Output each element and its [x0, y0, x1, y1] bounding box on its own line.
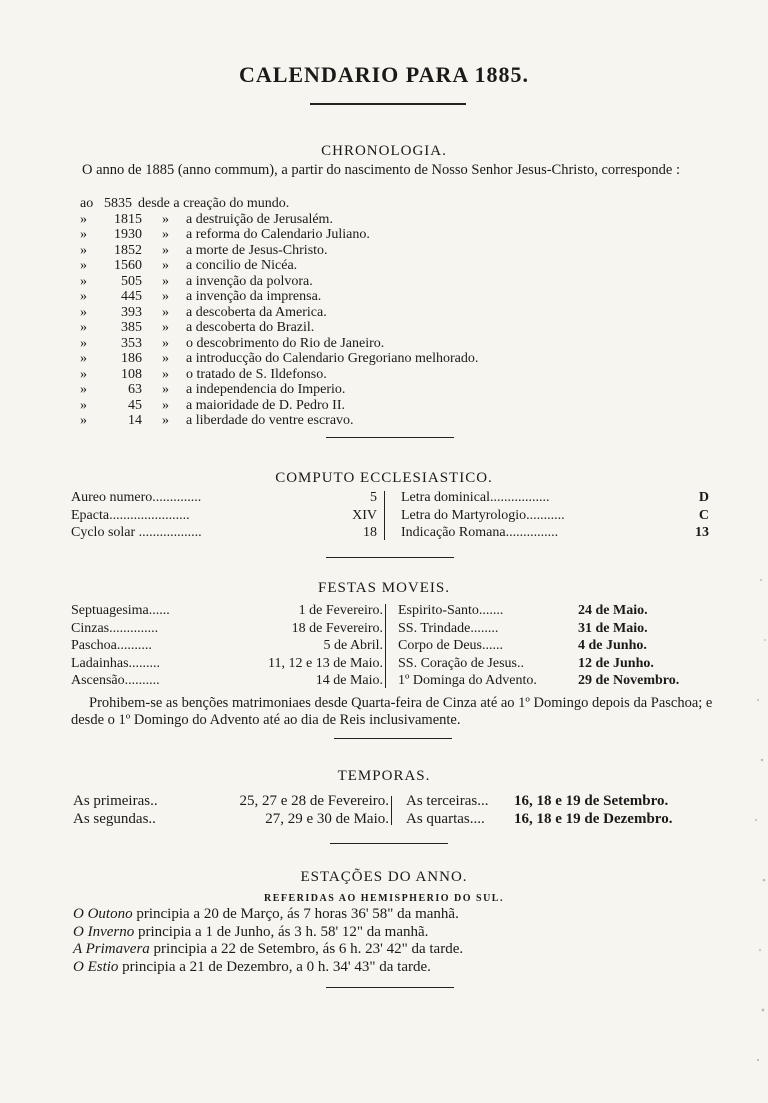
computo-row: Letra do Martyrologio........... C — [401, 507, 709, 523]
computo-heading: COMPUTO ECCLESIASTICO. — [275, 470, 493, 486]
chronology-row: » 505 » a invenção da polvora. — [80, 273, 313, 289]
tempora-row: As quartas.... 16, 18 e 19 de Dezembro. — [406, 810, 673, 827]
chronology-row: » 108 » o tratado de S. Ildefonso. — [80, 366, 327, 382]
festa-row: Ascensão.......... 14 de Maio. — [71, 673, 383, 688]
festas-table — [71, 602, 728, 690]
chronology-row: » 1852 » a morte de Jesus-Christo. — [80, 242, 328, 258]
festa-row: SS. Trindade........ 31 de Maio. — [398, 620, 648, 636]
chronology-row: » 393 » a descoberta da America. — [80, 304, 327, 320]
estacoes-rule — [326, 987, 454, 988]
computo-row: Cyclo solar .................. 18 — [71, 525, 377, 540]
computo-row: Epacta....................... XIV — [71, 507, 377, 523]
computo-row: Indicação Romana............... 13 — [401, 525, 709, 540]
chronology-row: » 186 » a introducção do Calendario Gregoriano melhorado. — [80, 351, 479, 366]
tempora-row: As terceiras... 16, 18 e 19 de Setembro. — [406, 793, 669, 809]
tempora-row: As primeiras.. 25, 27 e 28 de Fevereiro. — [73, 793, 389, 809]
festas-heading: FESTAS MOVEIS. — [318, 580, 450, 596]
temporas-table — [73, 793, 736, 828]
estacoes-subheading: REFERIDAS AO HEMISPHERIO DO SUL. — [264, 893, 504, 904]
estacao-row: O Inverno principia a 1 de Junho, ás 3 h. 58' 12" da manhã. — [73, 923, 429, 940]
chronology-row-first: ao 5835 desde a creação do mundo. — [80, 196, 290, 211]
festas-rule — [334, 738, 452, 739]
temporas-rule — [330, 843, 448, 844]
festa-row: Ladainhas......... 11, 12 e 13 de Maio. — [71, 655, 383, 671]
festa-row: Cinzas.............. 18 de Fevereiro. — [71, 620, 383, 636]
festa-row: SS. Coração de Jesus.. 12 de Junho. — [398, 655, 654, 671]
chronology-row: » 385 » a descoberta do Brazil. — [80, 320, 315, 335]
festa-row: Espirito-Santo....... 24 de Maio. — [398, 603, 648, 618]
computo-row: Letra dominical................. D — [401, 490, 709, 505]
estacao-row: O Outono principia a 20 de Março, ás 7 horas 36' 58" da manhã. — [73, 906, 459, 922]
festas-note: Prohibem-se as benções matrimoniaes desde Quarta-feira de Cinza até ao 1º Domingo depois da Paschoa; e desde o 1º Domingo do Advento até ao dia de Reis inclusivamente. — [71, 695, 713, 728]
festa-row: Paschoa.......... 5 de Abril. — [71, 638, 383, 653]
chronology-row: » 1930 » a reforma do Calendario Juliano. — [80, 227, 370, 242]
chronology-row: » 1560 » a concilio de Nicéa. — [80, 258, 298, 273]
festa-row: Septuagesima...... 1 de Fevereiro. — [71, 603, 383, 618]
page-title: CALENDARIO PARA 1885. — [238, 62, 530, 87]
estacoes-heading: ESTAÇÕES DO ANNO. — [300, 869, 468, 885]
title-rule — [310, 103, 466, 105]
estacao-row: A Primavera principia a 22 de Setembro, ás 6 h. 23' 42" da tarde. — [73, 941, 464, 957]
chronology-list — [80, 196, 478, 429]
chronology-row: » 45 » a maioridade de D. Pedro II. — [80, 397, 345, 413]
chronology-row: » 353 » o descobrimento do Rio de Janeiro. — [80, 335, 385, 351]
estacoes-list — [73, 906, 463, 976]
festa-row: 1º Dominga do Advento. 29 de Novembro. — [398, 673, 680, 688]
chronologia-heading: CHRONOLOGIA. — [321, 143, 447, 159]
chronology-row: » 63 » a independencia do Imperio. — [80, 382, 346, 397]
computo-table — [71, 489, 721, 542]
temporas-heading: TEMPORAS. — [337, 768, 431, 784]
chronology-row: » 1815 » a destruição de Jerusalém. — [80, 211, 333, 227]
tempora-row: As segundas.. 27, 29 e 30 de Maio. — [73, 810, 389, 827]
festa-row: Corpo de Deus...... 4 de Junho. — [398, 638, 647, 653]
computo-rule — [326, 557, 454, 558]
chronology-row: » 445 » a invenção da imprensa. — [80, 289, 322, 304]
estacao-row: O Estio principia a 21 de Dezembro, a 0 h. 34' 43" da tarde. — [73, 958, 431, 975]
chronology-row: » 14 » a liberdade do ventre escravo. — [80, 413, 354, 428]
computo-row: Aureo numero.............. 5 — [71, 490, 377, 505]
chronologia-rule — [326, 437, 454, 438]
chronologia-intro: O anno de 1885 (anno commum), a partir do nascimento de Nosso Senhor Jesus-Christo, corresponde : — [82, 162, 681, 178]
